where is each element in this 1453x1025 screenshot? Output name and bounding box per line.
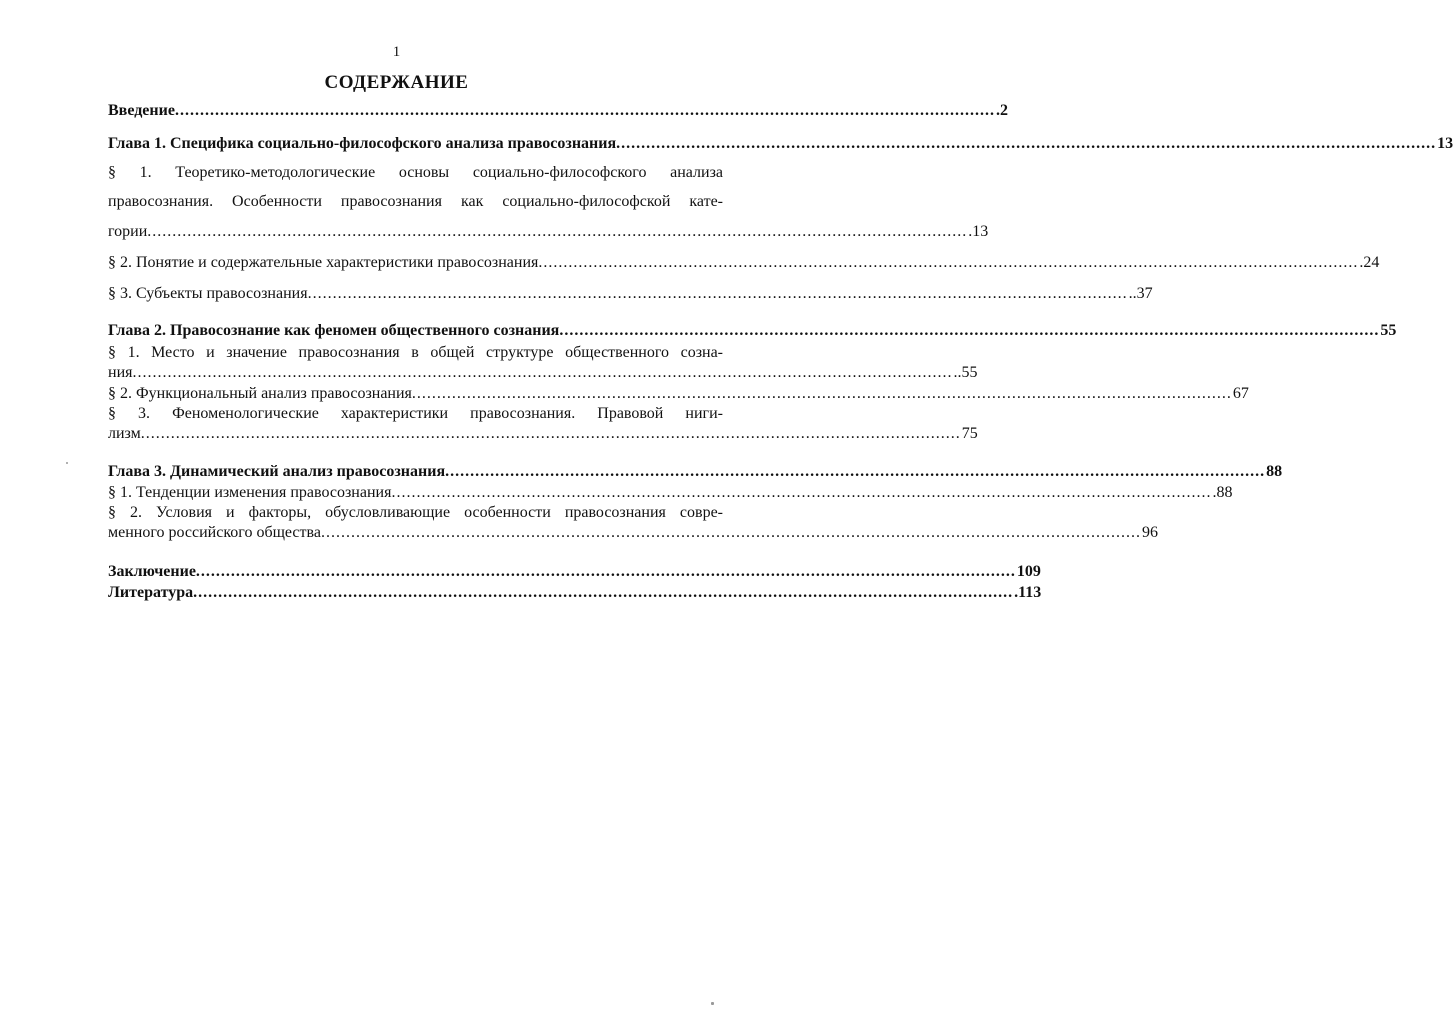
toc-leader: .................................................................................................................................................................... <box>193 584 1014 601</box>
toc-entry-chapter-2[interactable] <box>108 321 1397 341</box>
toc-entry-label: Заключение <box>108 563 196 580</box>
toc-leader: .................................................................................................................................................................... <box>320 524 1141 541</box>
toc-entry-label: § 1. Тенденции изменения правосознания <box>108 484 392 501</box>
toc-page-number: 67 <box>1232 385 1249 402</box>
toc-entry-label: § 2. Понятие и содержательные характеристики правосознания <box>108 254 539 271</box>
toc-page-number: .2 <box>995 102 1008 119</box>
toc-page-number: .24 <box>1359 254 1380 271</box>
toc-leader: .................................................................................................................................................................... <box>411 385 1232 402</box>
toc-entry-ch1-section-3[interactable] <box>108 284 1153 304</box>
toc-entry-chapter-3[interactable] <box>108 462 1283 482</box>
toc-entry-label: Литература <box>108 584 194 601</box>
toc-entry-label: ния <box>108 364 133 381</box>
scan-speck <box>711 1002 714 1005</box>
toc-entry-label: Глава 3. Динамический анализ правосознания <box>108 463 446 480</box>
toc-leader: .................................................................................................................................................................... <box>140 425 961 442</box>
toc-entry-chapter-1[interactable] <box>108 134 1453 154</box>
toc-leader: .................................................................................................................................................................... <box>616 135 1437 152</box>
toc-leader: .................................................................................................................................................................... <box>391 484 1212 501</box>
page-number: 1 <box>392 44 401 60</box>
toc-entry-ch2-section-1-line1[interactable]: § 1. Место и значение правосознания в общей структуре общественного созна- <box>108 344 723 361</box>
toc-title: СОДЕРЖАНИЕ <box>324 72 469 93</box>
toc-entry-label: § 2. Функциональный анализ правосознания <box>108 385 412 402</box>
toc-entry-label: гории <box>108 223 148 240</box>
toc-page-number: 88 <box>1266 463 1283 480</box>
toc-entry-ch3-section-2-line1[interactable]: § 2. Условия и факторы, обусловливающие особенности правосознания совре- <box>108 504 723 521</box>
toc-entry-ch1-section-1-line3 <box>108 222 989 242</box>
toc-page-number: .13 <box>968 223 989 240</box>
toc-entry-label: § 3. Субъекты правосознания <box>108 285 308 302</box>
toc-leader: .................................................................................................................................................................... <box>559 322 1380 339</box>
toc-entry-label: менного российского общества <box>108 524 321 541</box>
toc-page-number: 75 <box>961 425 978 442</box>
toc-entry-label: лизм <box>108 425 141 442</box>
toc-leader: .................................................................................................................................................................... <box>195 563 1016 580</box>
toc-page-number: 96 <box>1141 524 1158 541</box>
toc-leader: .................................................................................................................................................................... <box>445 463 1266 480</box>
toc-leader: .................................................................................................................................................................... <box>147 223 968 240</box>
toc-leader: .................................................................................................................................................................... <box>307 285 1128 302</box>
toc-leader: .................................................................................................................................................................... <box>538 254 1359 271</box>
toc-entry-ch1-section-2[interactable] <box>108 253 1380 273</box>
toc-entry-ch2-section-1-line2 <box>108 363 978 383</box>
toc-entry-conclusion[interactable] <box>108 562 1041 582</box>
toc-entry-ch2-section-2[interactable] <box>108 384 1249 404</box>
toc-entry-ch1-section-1-line1[interactable]: § 1. Теоретико-методологические основы социально-философского анализа <box>108 164 723 181</box>
toc-page-number: ..55 <box>953 364 978 381</box>
toc-entry-label: Введение <box>108 102 175 119</box>
toc-page-number: 55 <box>1380 322 1397 339</box>
toc-entry-literature[interactable] <box>108 583 1042 603</box>
toc-entry-ch3-section-2-line2 <box>108 523 1158 543</box>
toc-page-number: .88 <box>1212 484 1233 501</box>
toc-page-number: ..37 <box>1128 285 1153 302</box>
toc-page-number: .113 <box>1014 584 1042 601</box>
toc-entry-ch1-section-1-line2: правосознания. Особенности правосознания как социально-философской кате- <box>108 193 723 210</box>
scan-speck <box>66 462 68 464</box>
toc-leader: .................................................................................................................................................................... <box>174 102 995 119</box>
toc-page-number: 13 <box>1437 135 1453 152</box>
toc-entry-ch2-section-3-line1[interactable]: § 3. Феноменологические характеристики правосознания. Правовой ниги- <box>108 405 723 422</box>
toc-entry-intro[interactable] <box>108 101 1008 121</box>
toc-entry-ch3-section-1[interactable] <box>108 483 1233 503</box>
toc-entry-ch2-section-3-line2 <box>108 424 978 444</box>
toc-entry-label: Глава 2. Правосознание как феномен общественного сознания <box>108 322 560 339</box>
toc-leader: .................................................................................................................................................................... <box>132 364 953 381</box>
toc-page-number: 109 <box>1016 563 1041 580</box>
toc-entry-label: Глава 1. Специфика социально-философского анализа правосознания <box>108 135 617 152</box>
